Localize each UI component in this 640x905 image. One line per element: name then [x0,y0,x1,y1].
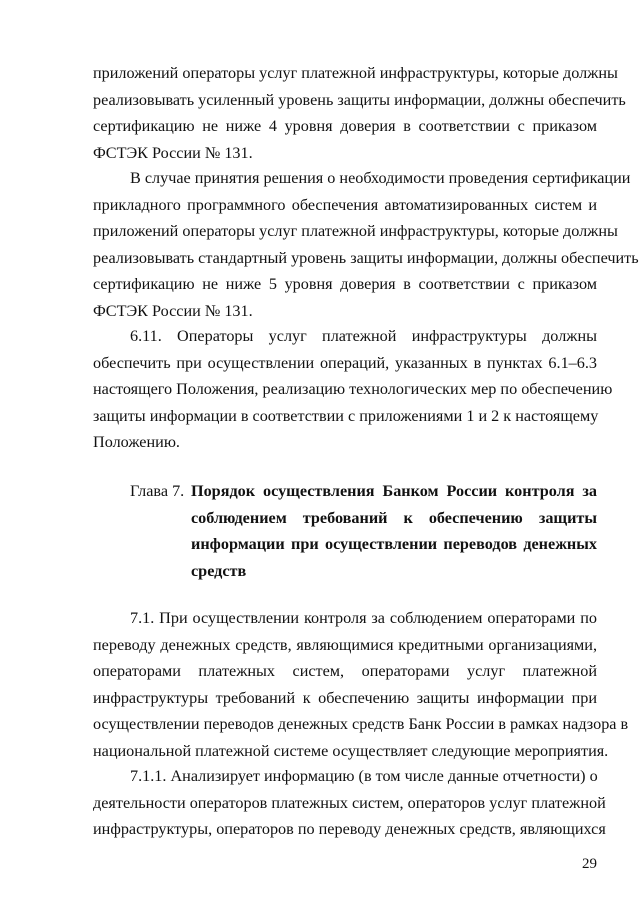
text-line: Положению. [93,433,180,451]
paragraph-certification-standard [93,165,639,324]
text-line: настоящего Положения, реализацию технологических мер по обеспечению [93,380,613,398]
text-line: 7.1. При осуществлении контроля за соблюдением операторами по [130,609,597,627]
text-line: сертификацию не ниже 5 уровня доверия в соответствии с приказом [93,275,597,293]
text-line: прикладного программного обеспечения автоматизированных систем и [93,195,597,214]
chapter-label: Глава 7. [130,482,185,500]
chapter-title [191,478,597,584]
page-number: 29 [582,856,597,872]
text-line: реализовывать стандартный уровень защиты информации, должны обеспечить [93,248,639,267]
chapter-title-line: средств [191,561,247,580]
text-line: переводу денежных средств, являющимися кредитными организациями, [93,635,597,654]
text-line: 7.1.1. Анализирует информацию (в том числе данные отчетности) о [130,767,598,785]
text-line: реализовывать усиленный уровень защиты информации, должны обеспечить [93,90,626,109]
text-line: приложений операторы услуг платежной инфраструктуры, которые должны [93,64,618,82]
text-line: сертификацию не ниже 4 уровня доверия в соответствии с приказом [93,117,597,135]
chapter-title-line: информации при осуществлении переводов денежных [191,535,597,553]
text-line: деятельности операторов платежных систем, операторов услуг платежной [93,793,606,812]
text-line: ФСТЭК России № 131. [93,301,253,320]
text-line: обеспечить при осуществлении операций, указанных в пунктах 6.1–6.3 [93,353,597,372]
text-line: национальной платежной системе осуществляет следующие мероприятия. [93,741,609,760]
paragraph-7-1 [93,605,629,764]
chapter-title-line: соблюдением требований к обеспечению защиты [191,508,597,527]
text-line: инфраструктуры требований к обеспечению защиты информации при [93,688,597,707]
text-line: операторами платежных систем, операторами услуг платежной [93,662,597,680]
text-line: приложений операторы услуг платежной инфраструктуры, которые должны [93,222,618,240]
text-line: В случае принятия решения о необходимости проведения сертификации [130,169,631,187]
text-line: 6.11. Операторы услуг платежной инфраструктуры должны [130,327,597,345]
paragraph-7-1-1 [93,763,606,843]
text-line: осуществлении переводов денежных средств Банк России в рамках надзора в [93,715,629,733]
text-line: ФСТЭК России № 131. [93,143,253,162]
text-line: инфраструктуры, операторов по переводу денежных средств, являющихся [93,820,606,838]
chapter-title-line: Порядок осуществления Банком России контроля за [191,482,597,500]
text-line: защиты информации в соответствии с приложениями 1 и 2 к настоящему [93,406,599,425]
paragraph-certification-enhanced [93,60,626,166]
paragraph-6-11 [93,323,613,456]
